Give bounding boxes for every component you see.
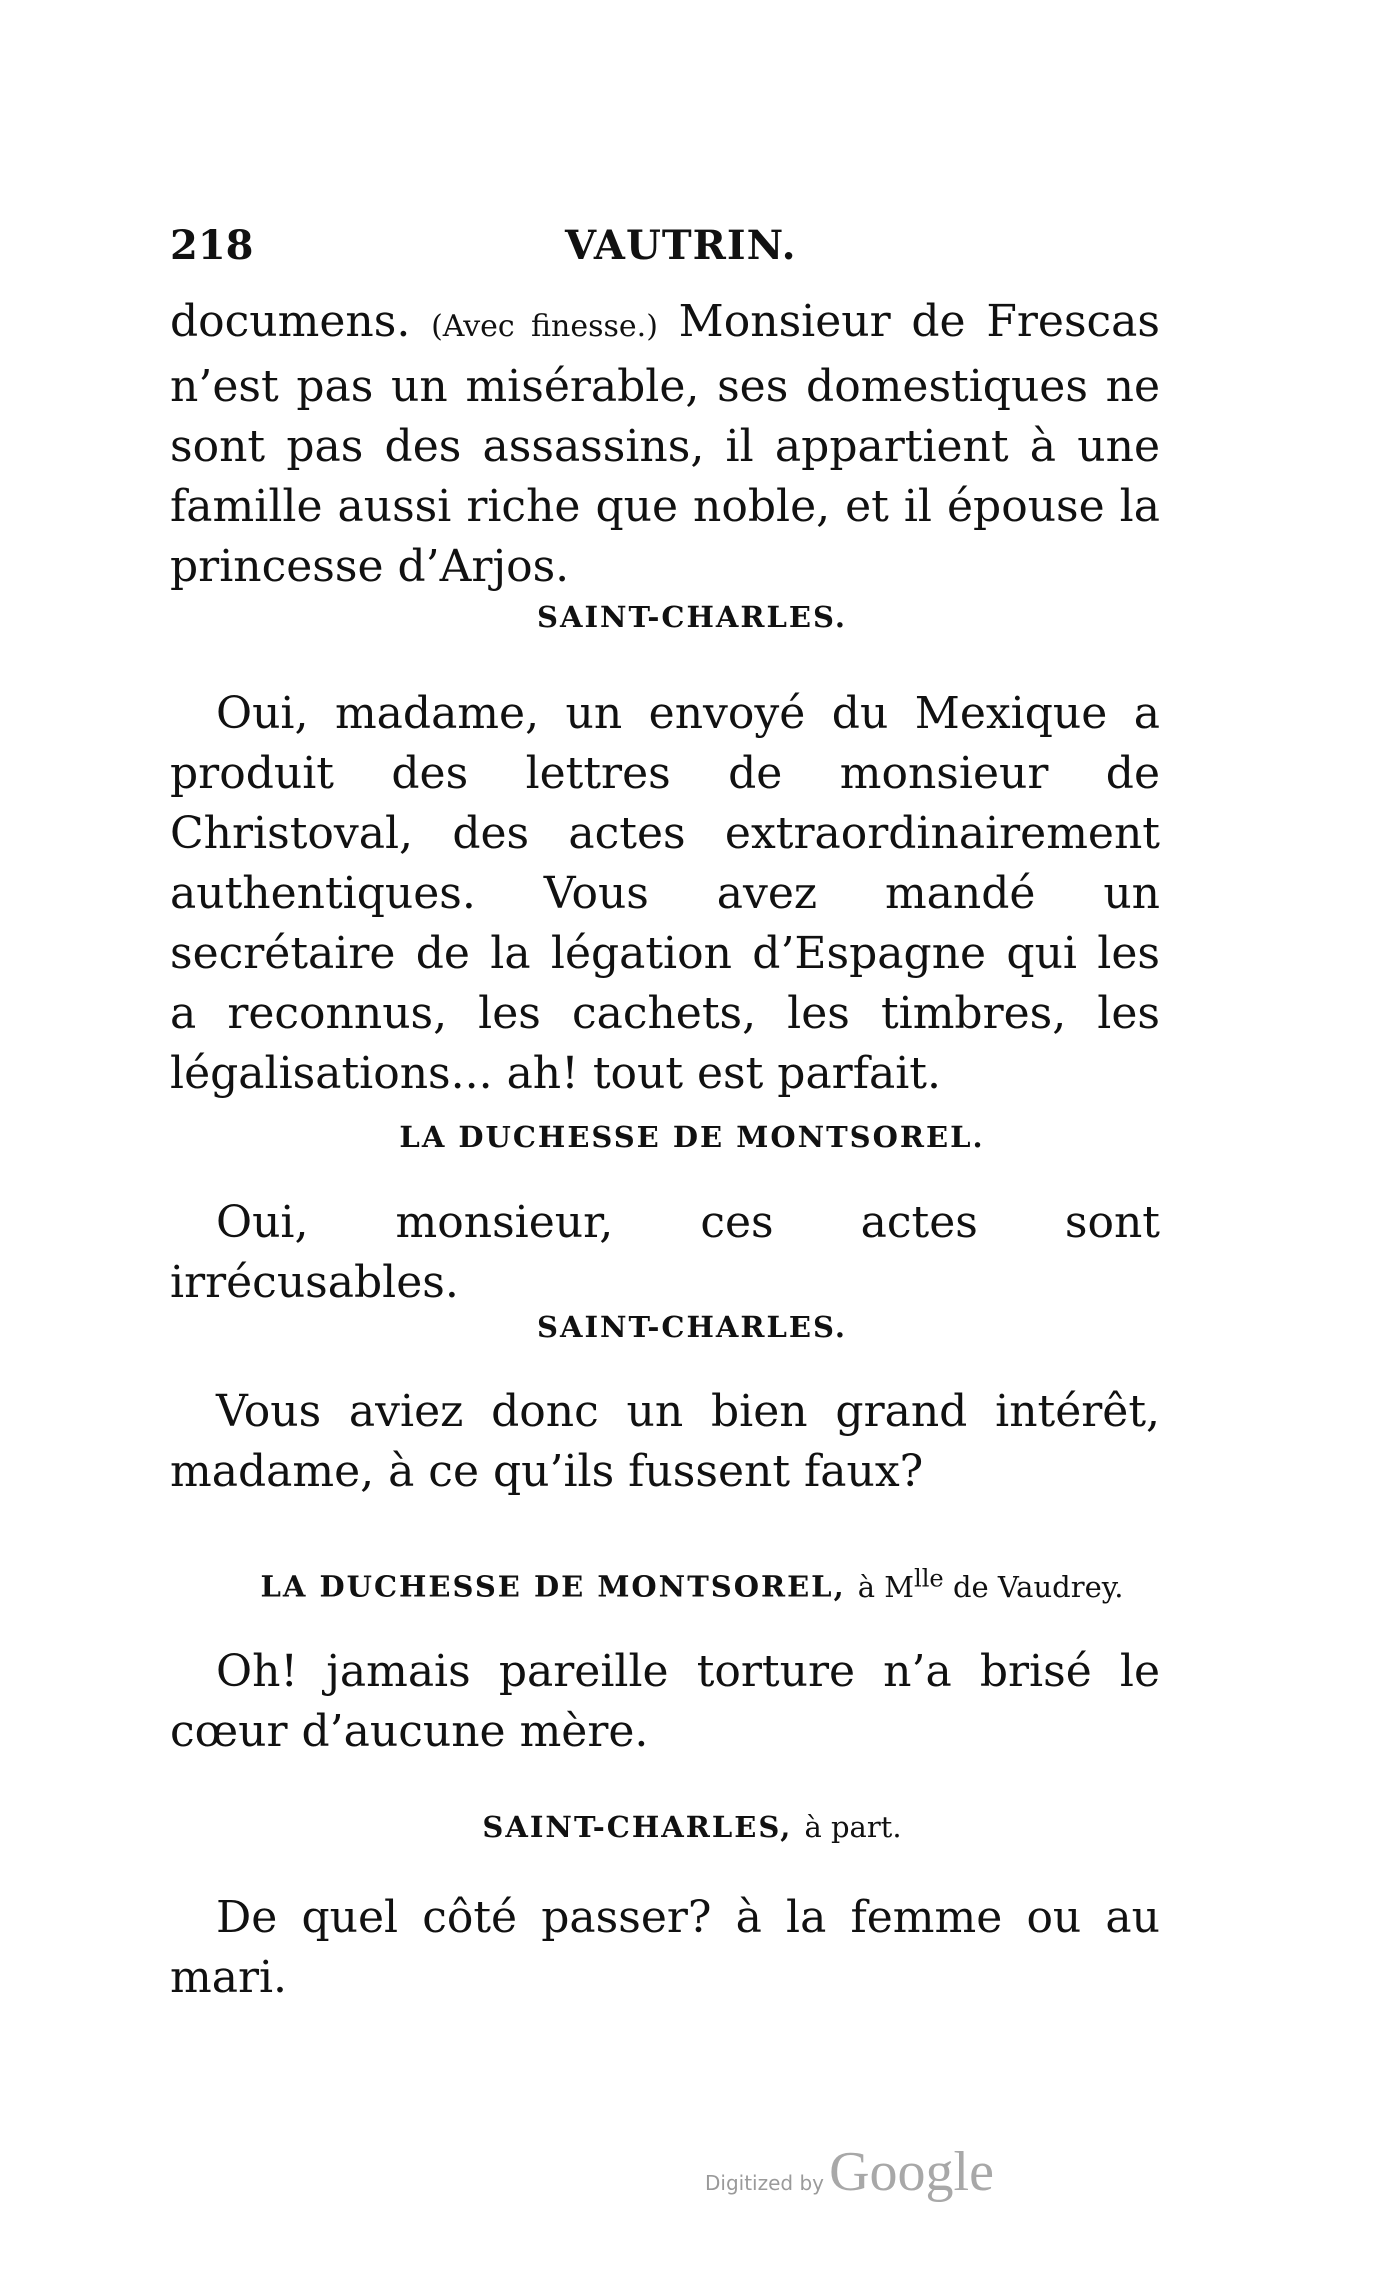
speaker-heading-1: SAINT-CHARLES. (537, 600, 847, 634)
paragraph-1-start: documens. (170, 296, 432, 347)
stage-direction: (Avec finesse.) (431, 309, 658, 344)
speaker-direction: à part. (804, 1810, 902, 1844)
google-logo: Google (829, 2141, 994, 2203)
page-number: 218 (170, 222, 254, 269)
speaker-heading-3: SAINT-CHARLES. (537, 1310, 847, 1344)
speaker-name: LA DUCHESSE DE MONTSOREL, (260, 1569, 846, 1604)
digitized-by-label: Digitized by (705, 2171, 824, 2195)
paragraph-6: De quel côté passer? à la femme ou au mari. (170, 1892, 1160, 2003)
speaker-heading-4 (0, 1564, 1384, 1604)
page-header (170, 222, 1160, 282)
paragraph-3: Oui, monsieur, ces actes sont irrécusables. (170, 1197, 1160, 1308)
paragraph-2: Oui, madame, un envoyé du Mexique a produit des lettres de monsieur de Christoval, des actes extraordinairement authentiques. Vous avez mandé un secrétaire de la légation d’Espagne qui les a reconnus, les cachets, les timbres, les légalisations... ah! tout est parfait. (170, 688, 1160, 1099)
paragraph-1-rest: Monsieur de Frescas n’est pas un misérable, ses domestiques ne sont pas des assassins, il appartient à une famille aussi riche que noble, et il épouse la princesse d’Arjos. (170, 296, 1160, 592)
paragraph-5: Oh! jamais pareille torture n’a brisé le cœur d’aucune mère. (170, 1646, 1160, 1757)
speaker-heading-5 (0, 1810, 1384, 1844)
running-title: VAUTRIN. (565, 222, 797, 269)
digitized-watermark (705, 2140, 994, 2204)
speaker-heading-2: LA DUCHESSE DE MONTSOREL. (399, 1120, 985, 1154)
paragraph-4: Vous aviez donc un bien grand intérêt, madame, à ce qu’ils fussent faux? (170, 1386, 1160, 1497)
paragraph-1 (170, 292, 1160, 597)
speaker-direction: à $M^{lle}$ de Vaudrey. (857, 1564, 1124, 1604)
speaker-name: SAINT-CHARLES, (482, 1810, 793, 1844)
